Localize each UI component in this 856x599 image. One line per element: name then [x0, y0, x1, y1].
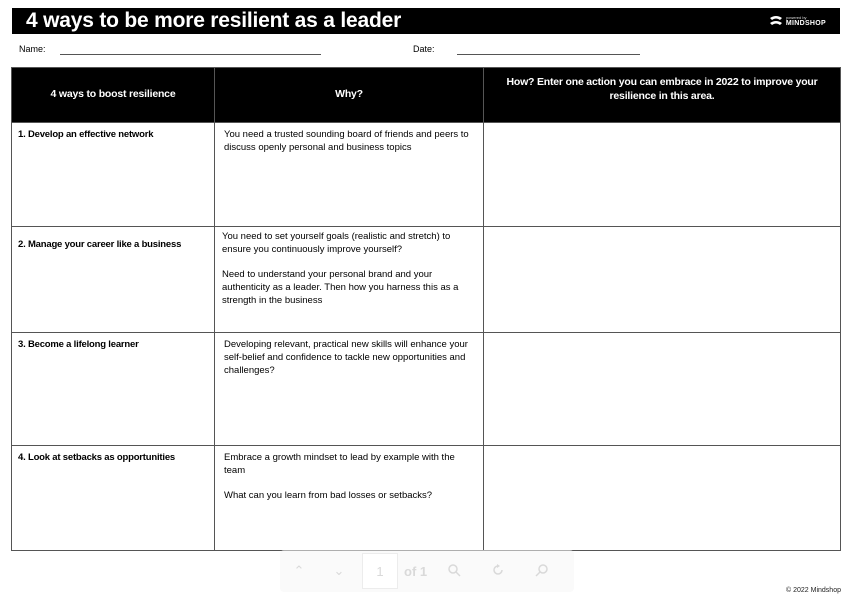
- column-header-why: Why?: [215, 68, 484, 123]
- way-cell: 4. Look at setbacks as opportunities: [12, 446, 215, 551]
- page-count: of 1: [404, 563, 428, 579]
- zoom-icon[interactable]: [441, 563, 467, 580]
- rotate-icon[interactable]: [485, 563, 511, 580]
- why-text: Need to understand your personal brand and your authenticity as a leader. Then how you harness this as a strength in the business: [222, 269, 459, 307]
- copyright-footer: © 2022 Mindshop: [786, 587, 841, 594]
- why-text: You need to set yourself goals (realistic and stretch) to ensure you continuously improve yourself?: [222, 231, 451, 256]
- how-input-cell[interactable]: [484, 333, 841, 446]
- resilience-table: [11, 67, 841, 551]
- why-cell: [215, 227, 484, 333]
- how-input-cell[interactable]: [484, 446, 841, 551]
- table-row: [12, 446, 841, 551]
- why-cell: [215, 333, 484, 446]
- why-text: What can you learn from bad losses or setbacks?: [224, 490, 433, 502]
- way-cell: 3. Become a lifelong learner: [12, 333, 215, 446]
- column-header-how: How? Enter one action you can embrace in 2022 to improve your resilience in this area.: [484, 68, 841, 123]
- search-icon[interactable]: [529, 563, 555, 580]
- date-label: Date:: [413, 44, 435, 54]
- how-input-cell[interactable]: [484, 227, 841, 333]
- table-row: [12, 333, 841, 446]
- column-header-ways: 4 ways to boost resilience: [12, 68, 215, 123]
- pdf-pager: [280, 550, 574, 592]
- why-cell: [215, 446, 484, 551]
- page-title: 4 ways to be more resilient as a leader: [26, 9, 402, 32]
- mindshop-logo-icon: [769, 15, 783, 28]
- why-text: Developing relevant, practical new skills will enhance your self-belief and confidence to tackle new opportunities and challenges?: [224, 339, 468, 377]
- page-number-input[interactable]: 1: [362, 553, 398, 589]
- title-bar: [12, 8, 840, 34]
- why-text: Embrace a growth mindset to lead by example with the team: [224, 452, 455, 477]
- prev-page-icon[interactable]: ⌃: [293, 563, 305, 578]
- next-page-icon[interactable]: ⌄: [333, 563, 345, 578]
- way-cell: 1. Develop an effective network: [12, 123, 215, 227]
- table-header-row: [12, 68, 841, 123]
- name-label: Name:: [19, 44, 46, 54]
- way-cell: 2. Manage your career like a business: [12, 227, 215, 333]
- why-cell: [215, 123, 484, 227]
- logo-powered-text: powered by: [785, 14, 807, 20]
- date-field[interactable]: [457, 54, 640, 55]
- mindshop-logo: [769, 12, 826, 30]
- table-row: [12, 227, 841, 333]
- table-row: [12, 123, 841, 227]
- why-text: You need a trusted sounding board of friends and peers to discuss openly personal and business topics: [224, 129, 469, 154]
- name-field[interactable]: [60, 54, 321, 55]
- logo-brand-text: MINDSHOP: [785, 19, 826, 27]
- how-input-cell[interactable]: [484, 123, 841, 227]
